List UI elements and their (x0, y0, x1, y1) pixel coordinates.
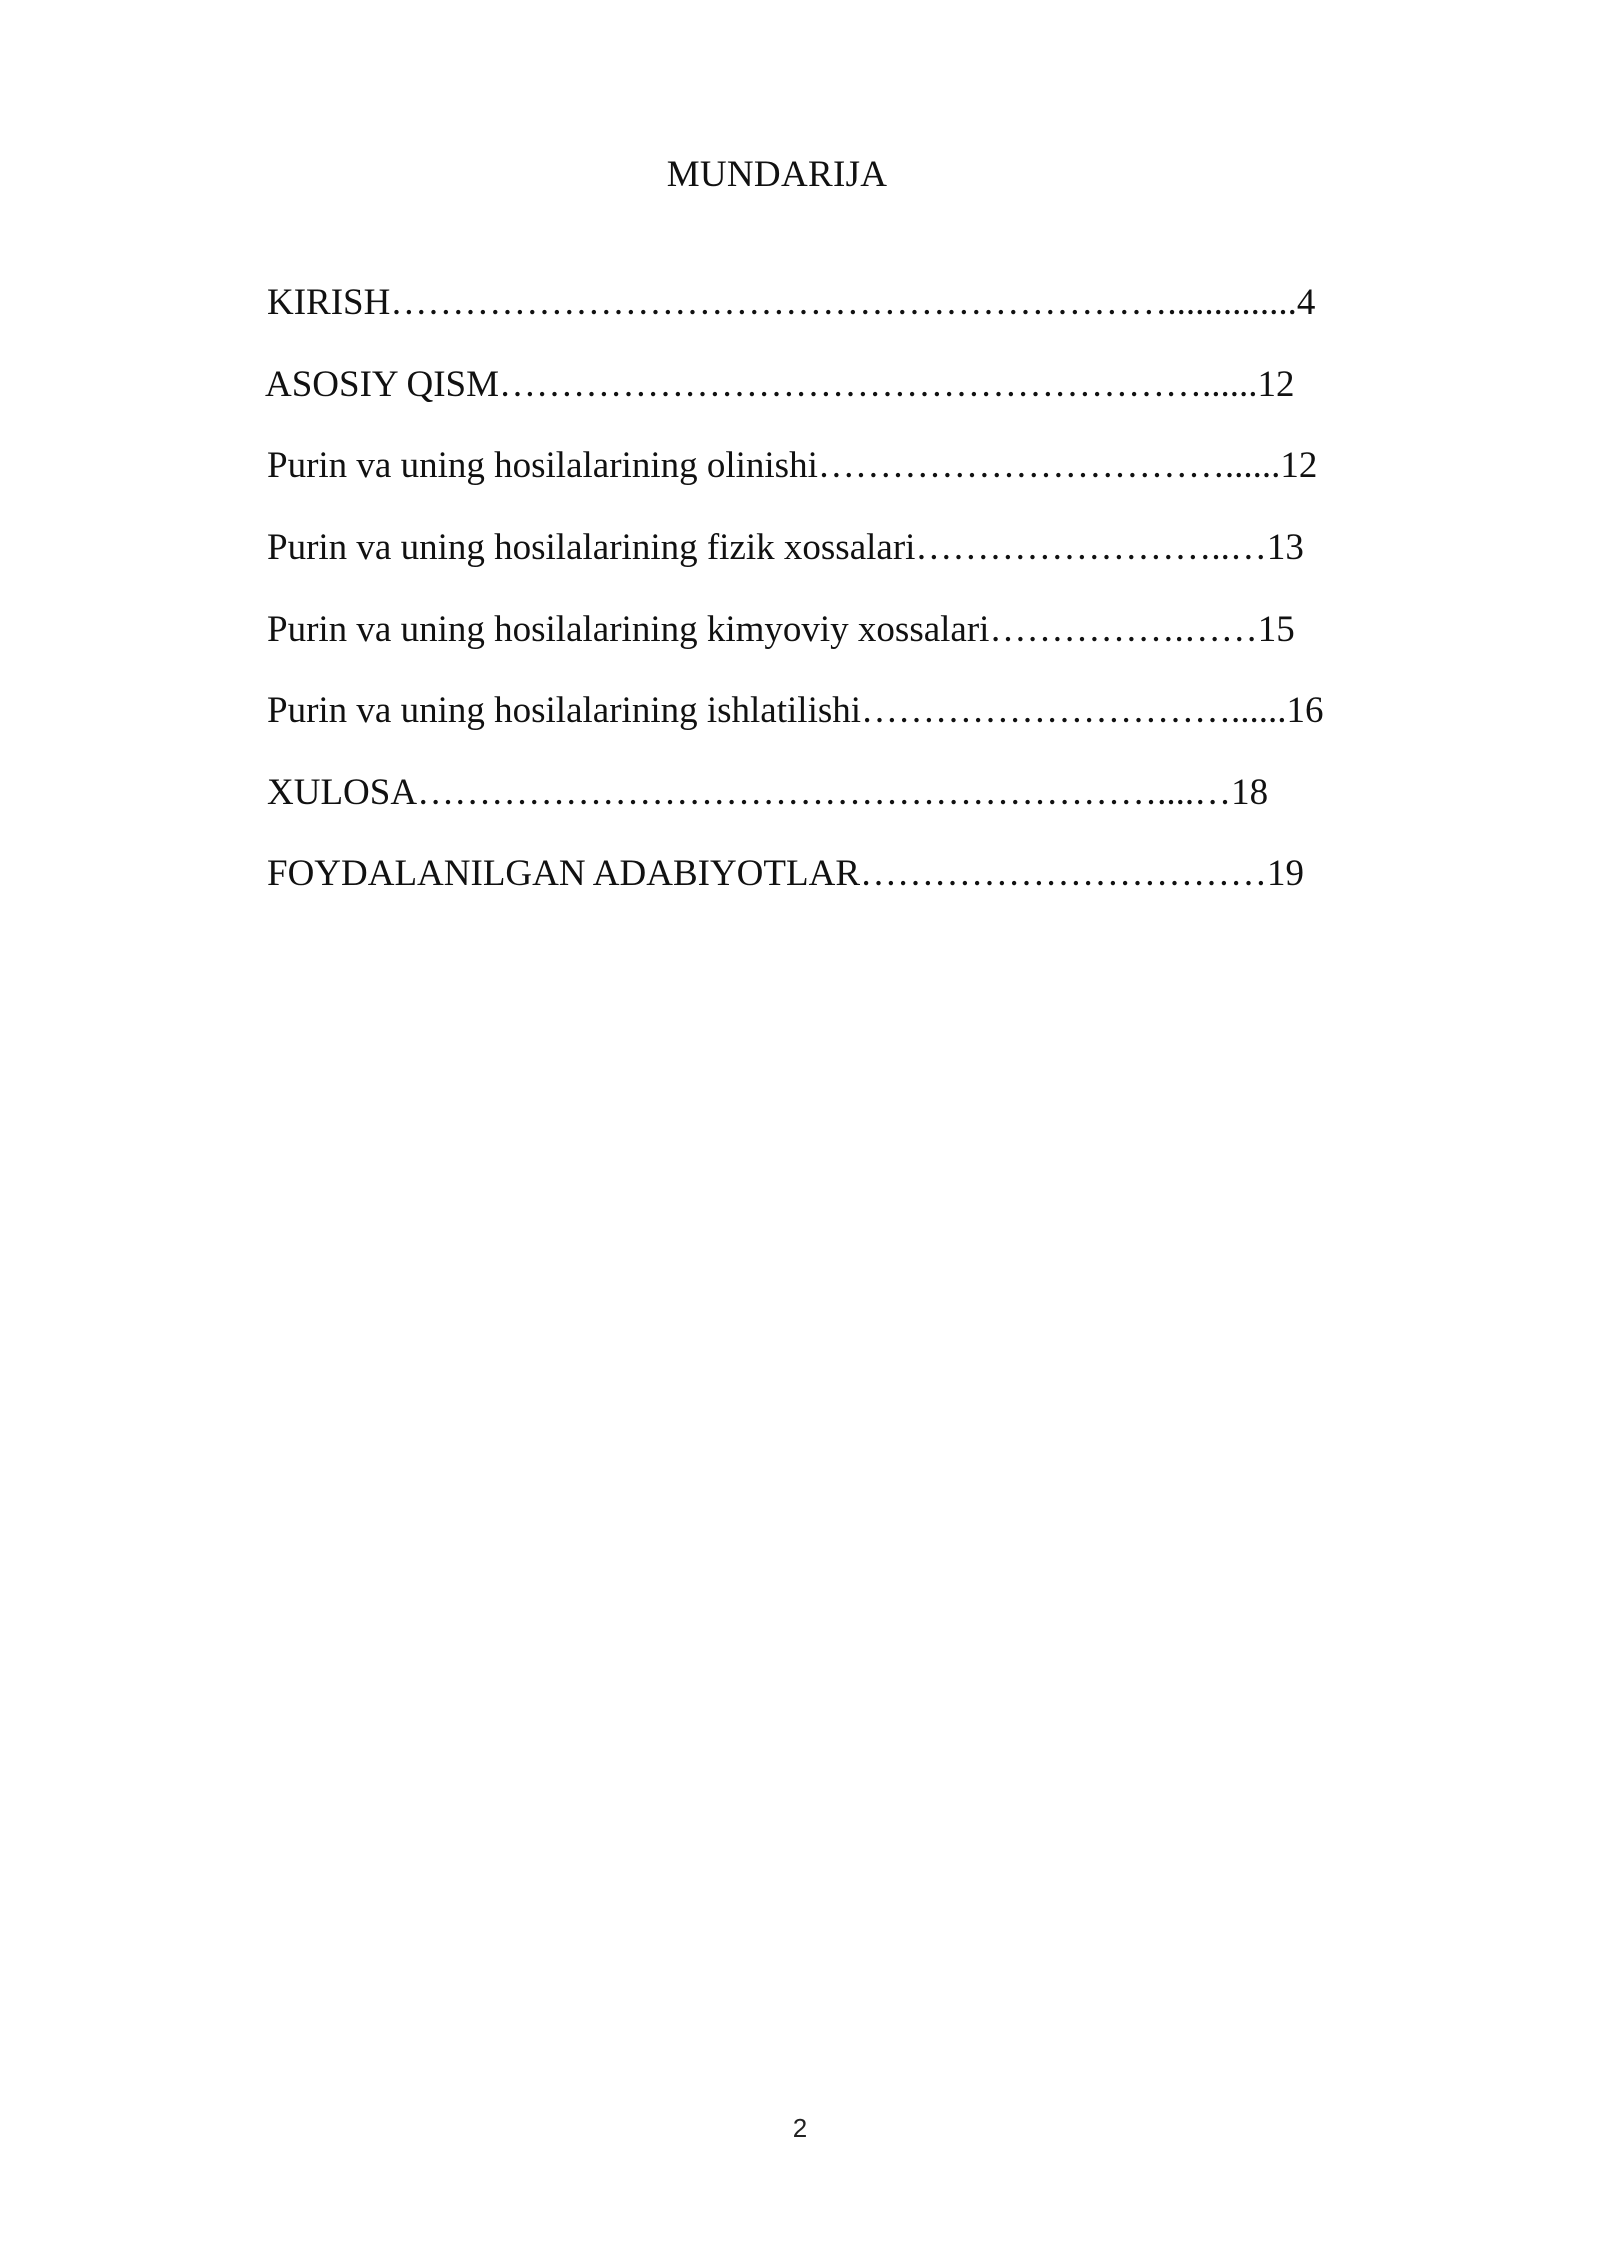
toc-entry-leader: …………………………...... (861, 690, 1287, 731)
toc-entry-leader: ……………………………………………………....… (417, 772, 1232, 813)
toc-entry-page: 12 (1280, 445, 1318, 486)
toc-entry-label: ASOSIY QISM (264, 364, 500, 405)
toc-entry-page: 13 (1266, 527, 1304, 568)
toc-entry-page: 15 (1257, 609, 1295, 650)
toc-entry-label: Purin va uning hosilalarining olinishi (267, 445, 818, 486)
toc-entry-leader: ……………………………………………………….............. (390, 282, 1297, 323)
toc-entry-page: 12 (1257, 364, 1295, 405)
toc-entry-label: FOYDALANILGAN ADABIYOTLAR (267, 853, 860, 894)
toc-entry-label: Purin va uning hosilalarining kimyoviy xossalari (267, 609, 990, 650)
toc-entry-leader: …………….…… (989, 609, 1258, 650)
toc-entry-leader: …………………………………………………...... (499, 364, 1258, 405)
toc-entry-adabiyotlar (230, 808, 1304, 940)
toc-entry-page: 4 (1296, 282, 1316, 323)
toc-entry-label: XULOSA (267, 772, 418, 813)
toc-entry-page: 18 (1231, 772, 1269, 813)
toc-entry-page: 16 (1286, 690, 1324, 731)
toc-title: MUNDARIJA (666, 154, 888, 195)
toc-entry-label: Purin va uning hosilalarining fizik xossalari (267, 527, 916, 568)
page-number: 2 (792, 2113, 808, 2143)
toc-entry-leader: ……………………………...... (817, 445, 1281, 486)
toc-entry-leader: ……………………..… (915, 527, 1267, 568)
toc-entry-leader: …………………………… (860, 853, 1267, 894)
toc-entry-label: Purin va uning hosilalarining ishlatilishi (267, 690, 862, 731)
toc-entry-page: 19 (1267, 853, 1304, 894)
toc-entry-label: KIRISH (267, 282, 391, 323)
